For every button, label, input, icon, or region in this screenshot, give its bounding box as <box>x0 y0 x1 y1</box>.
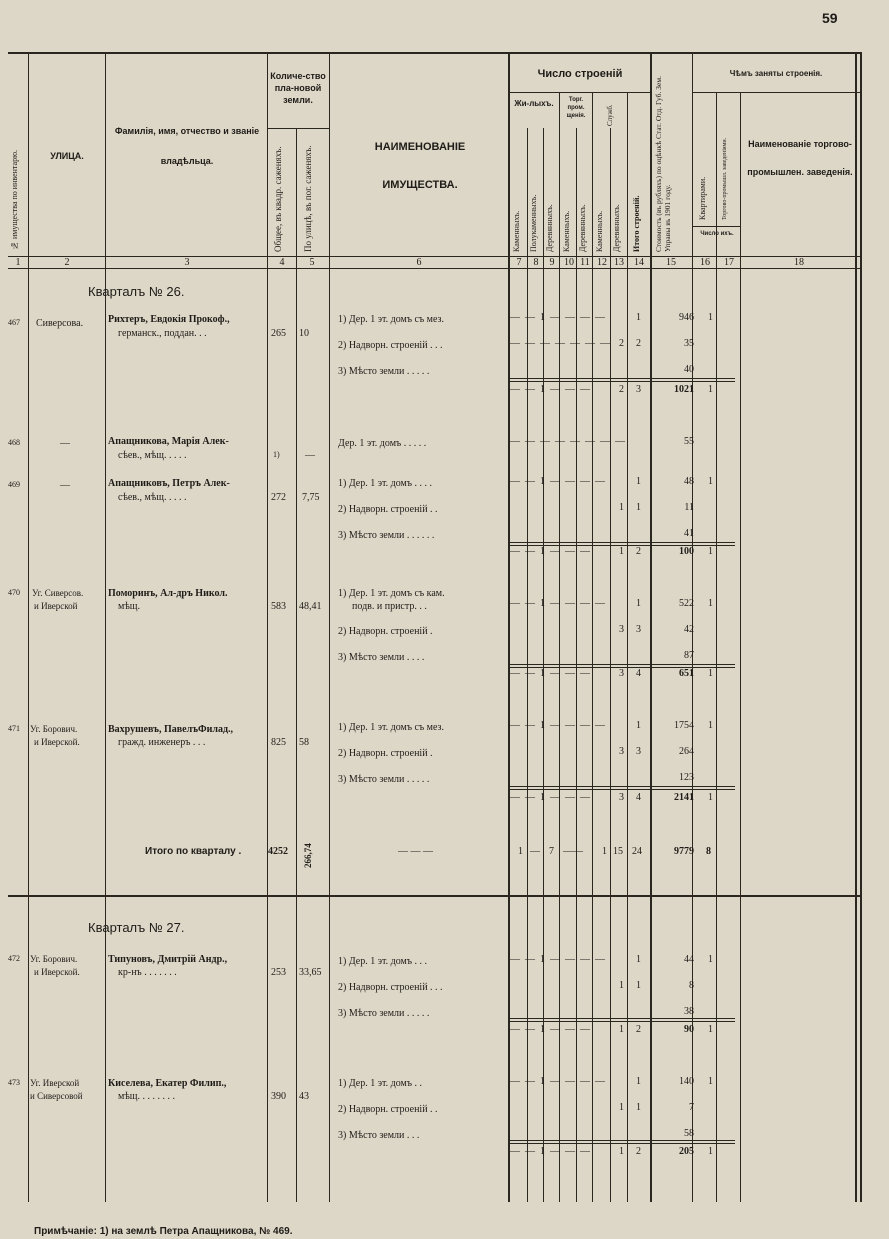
header-count: Число ихъ. <box>700 231 734 237</box>
header-residential: Жи-лыхъ. <box>514 99 554 108</box>
header-occupied: Чѣмъ заняты строенія. <box>729 69 823 78</box>
header-num-buildings: Число строеній <box>537 68 623 80</box>
header-wood3: Деревянныхъ. <box>612 204 621 252</box>
header-cost: Стоимость (въ рубляхъ) по оцѣнкѣ Стат. Отд. Губ. Зем. Управы въ 1901 году. <box>654 76 672 252</box>
header-stone3: Каменныхъ. <box>595 210 604 252</box>
header-trade-est: Торгово-промышл. заведеніями. <box>722 137 728 220</box>
header-owner: Фамилія, имя, отчество и званіе владѣльца. <box>114 126 260 166</box>
header-property: НАИМЕНОВАНІЕ ИМУЩЕСТВА. <box>374 141 466 191</box>
header-wood2: Деревянныхъ. <box>578 204 587 252</box>
header-total-buildings: Итого строеній. <box>632 195 641 252</box>
header-stone2: Каменныхъ. <box>562 210 571 252</box>
page-number: 59 <box>822 10 838 26</box>
header-service: Служб. <box>606 104 614 126</box>
header-land-street: По улицѣ, въ пог. саженяхъ. <box>303 145 313 252</box>
header-street: УЛИЦА. <box>50 151 84 161</box>
header-half-stone: Полукаменныхъ. <box>529 194 538 252</box>
header-land-total: Общее, въ квадр. саженяхъ. <box>273 146 283 252</box>
header-inventory-no: № имущества по инвентарю. <box>10 149 19 250</box>
header-apartments: Квартирами. <box>698 176 707 220</box>
header-wood: Деревянныхъ. <box>545 204 554 252</box>
quarter-title: Кварталъ № 27. <box>88 920 185 935</box>
header-stone: Каменныхъ. <box>512 210 521 252</box>
quarter-title: Кварталъ № 26. <box>88 284 185 299</box>
header-trade: Торг. пром. щенія. <box>566 97 586 119</box>
header-land-qty: Количе-ство пла-новой земли. <box>270 71 326 105</box>
footnote: Примѣчаніе: 1) на землѣ Петра Апащникова, № 469. <box>34 1226 293 1237</box>
header-trade-name: Наименованіе торгово-промышлен. заведенія. <box>747 139 853 177</box>
